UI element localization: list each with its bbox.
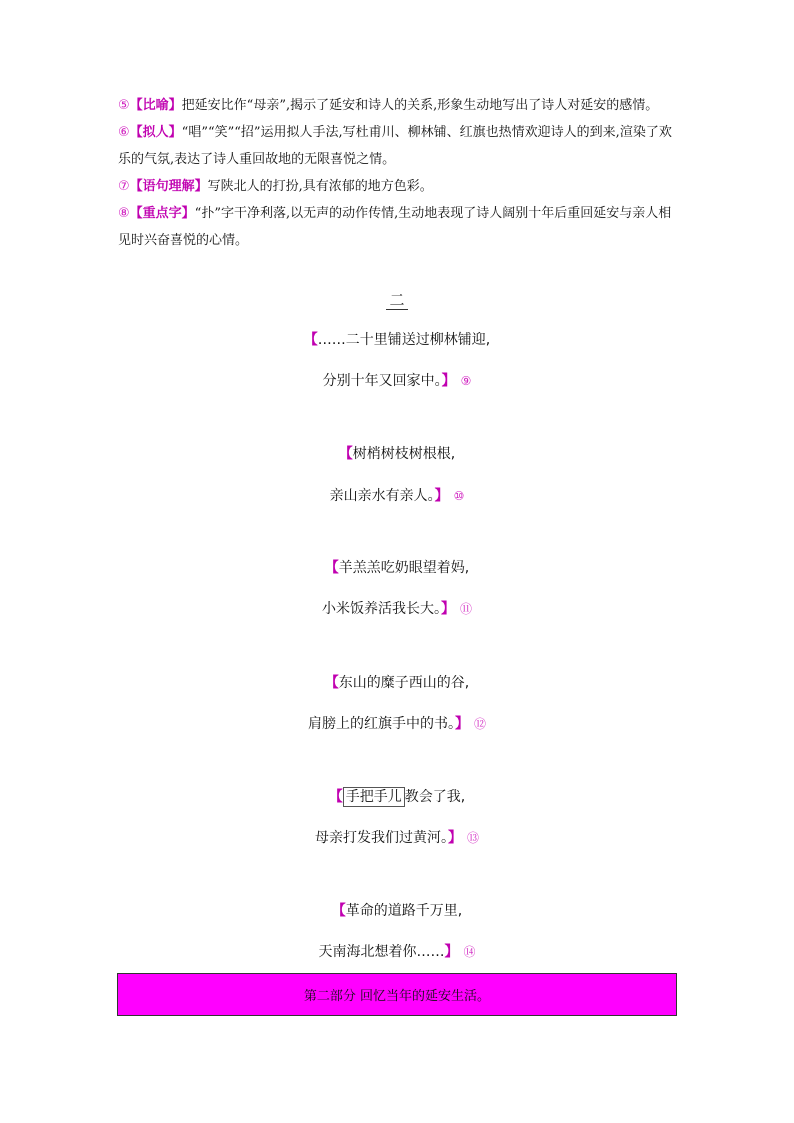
note-6 [118, 119, 680, 173]
stanza-14-line-1: 【革命的道路千万里, [331, 903, 463, 919]
stanza-11-line-1: 【羊羔羔吃奶眼望着妈, [324, 560, 470, 576]
stanza-number: ⑩ [453, 489, 465, 503]
note-8 [118, 200, 680, 254]
stanza-number: ⑫ [473, 717, 486, 731]
stanza-number: ⑪ [459, 602, 472, 616]
stanza-14-line-2: 天南海北想着你……】 ⑭ [318, 944, 476, 960]
stanza-9-line-2: 分别十年又回家中。】 ⑨ [322, 373, 472, 389]
section-summary-banner [117, 973, 677, 1016]
note-tag: 【拟人】 [129, 125, 182, 140]
stanza-number: ⑭ [463, 945, 476, 959]
stanza-10-line-2: 亲山亲水有亲人。】 ⑩ [329, 488, 465, 504]
stanza-9-line-1: 【……二十里铺送过柳林铺迎, [303, 332, 491, 348]
note-text: “扑”字干净利落,以无声的动作传情,生动地表现了诗人阔别十年后重回延安与亲人相见时兴奋喜悦的心情。 [118, 206, 672, 248]
boxed-phrase: 手把手儿 [343, 787, 405, 807]
note-tag: 【比喻】 [129, 98, 182, 113]
section-heading: 二 [0, 289, 794, 310]
note-7 [118, 173, 680, 200]
note-tag: 【语句理解】 [129, 179, 208, 194]
note-text: 把延安比作“母亲”,揭示了延安和诗人的关系,形象生动地写出了诗人对延安的感情。 [181, 98, 659, 113]
stanza-13-line-1: 【 手把手儿 教会了我, [328, 789, 466, 805]
note-number: ⑤ [118, 98, 130, 113]
stanza-number: ⑨ [460, 374, 472, 388]
stanza-12-line-1: 【东山的糜子西山的谷, [324, 675, 470, 691]
annotation-notes [118, 92, 680, 254]
note-text: “唱”“笑”“招”运用拟人手法,写杜甫川、柳林铺、红旗也热情欢迎诗人的到来,渲染了欢乐的气氛,表达了诗人重回故地的无限喜悦之情。 [118, 125, 672, 167]
stanza-11-line-2: 小米饭养活我长大。】 ⑪ [321, 601, 472, 617]
note-number: ⑥ [118, 125, 130, 140]
note-5 [118, 92, 680, 119]
note-number: ⑦ [118, 179, 130, 194]
note-tag: 【重点字】 [129, 206, 195, 221]
note-number: ⑧ [118, 206, 130, 221]
stanza-10-line-1: 【树梢树枝树根根, [338, 446, 456, 462]
banner-text: 第二部分 回忆当年的延安生活。 [303, 989, 491, 1004]
stanza-13-line-2: 母亲打发我们过黄河。】 ⑬ [314, 830, 479, 846]
stanza-12-line-2: 肩膀上的红旗手中的书。】 ⑫ [307, 716, 486, 732]
note-text: 写陕北人的打扮,具有浓郁的地方色彩。 [207, 179, 433, 194]
stanza-number: ⑬ [466, 831, 479, 845]
